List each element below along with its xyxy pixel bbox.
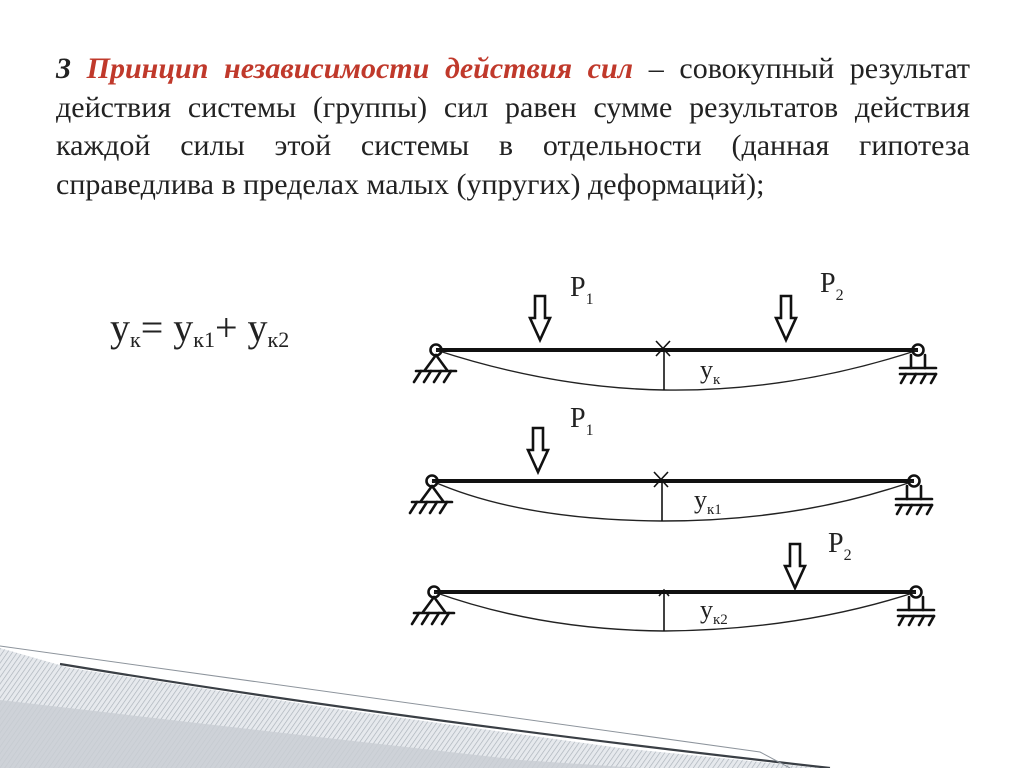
item-number: 3 bbox=[56, 52, 71, 85]
force-label-p2: $P_2$ bbox=[828, 528, 852, 564]
formula-term-2: $y_{к2}$ bbox=[247, 305, 290, 352]
principle-definition: – совокупный результат действия системы (группы) сил равен сумме результатов действия каждой силы этой системы в отдельности (данная гипотеза справедлива в пределах малых (упругих) деформаций); bbox=[56, 52, 971, 201]
deflection-label-yk1: $y_{к1}$ bbox=[694, 485, 722, 518]
deflection-label-yk: $y_к$ bbox=[700, 355, 721, 388]
deflection-label-yk2: $y_{к2}$ bbox=[700, 595, 728, 628]
force-label-p2: $P_2$ bbox=[820, 268, 844, 304]
formula-lhs: $y_к$ bbox=[110, 305, 141, 352]
formula-term-1: $y_{к1}$ bbox=[173, 305, 215, 352]
formula-equals: = bbox=[140, 305, 164, 350]
force-label-p1: $P_1$ bbox=[570, 272, 594, 308]
force-label-p1: $P_1$ bbox=[570, 403, 594, 439]
principle-term: Принцип независимости действия сил bbox=[86, 52, 634, 85]
formula-plus: + bbox=[214, 305, 238, 350]
